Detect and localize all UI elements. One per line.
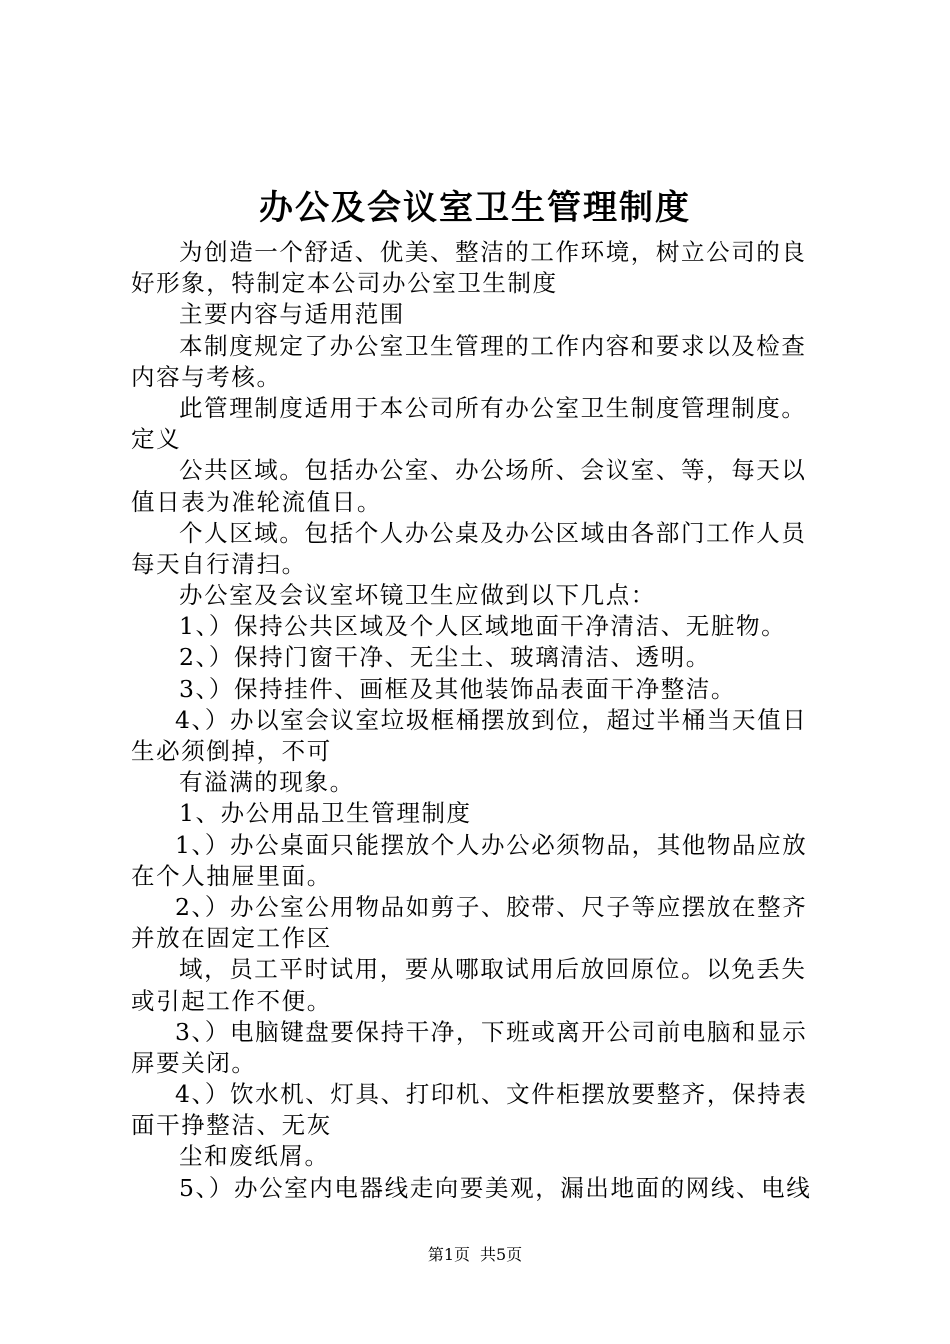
list-item-continuation: 面干挣整洁、无灰 [131, 1111, 332, 1140]
paragraph-line: 此管理制度适用于本公司所有办公室卫生制度管理制度。 [179, 393, 807, 422]
section-heading: 1、办公用品卫生管理制度 [179, 799, 472, 828]
list-item-continuation: 尘和废纸屑。 [179, 1142, 330, 1171]
list-item-continuation: 域，员工平时试用，要从哪取试用后放回原位。以免丢失 [179, 955, 807, 984]
document-body [131, 237, 831, 1204]
paragraph-line: 每天自行清扫。 [131, 549, 307, 578]
list-item-continuation: 有溢满的现象。 [179, 768, 355, 797]
list-item: 2、）办公室公用物品如剪子、胶带、尺子等应摆放在整齐 [175, 892, 808, 921]
paragraph-line: 办公室及会议室坏镜卫生应做到以下几点： [179, 581, 656, 610]
section-heading: 主要内容与适用范围 [179, 300, 405, 329]
list-item-continuation: 在个人抽屉里面。 [131, 861, 332, 890]
list-item: 4、）饮水机、灯具、打印机、文件柜摆放要整齐，保持表 [175, 1080, 808, 1109]
list-item-continuation: 屏要关闭。 [131, 1048, 257, 1077]
paragraph-line: 为创造一个舒适、优美、整洁的工作环境，树立公司的良 [179, 238, 807, 266]
page-total: 共5页 [480, 1245, 523, 1264]
section-heading: 定义 [131, 425, 182, 454]
list-item-continuation: 生必须倒掉，不可 [131, 737, 332, 765]
list-item: 1、）保持公共区域及个人区域地面干净清洁、无脏物。 [179, 612, 787, 641]
list-item: 5、）办公室内电器线走向要美观，漏出地面的网线、电线 [179, 1173, 812, 1202]
paragraph-line: 个人区域。包括个人办公桌及办公区域由各部门工作人员 [179, 518, 807, 547]
paragraph-line: 值日表为准轮流值日。 [131, 487, 382, 516]
list-item: 3、）保持挂件、画框及其他装饰品表面干净整洁。 [179, 674, 737, 703]
page-footer [0, 1243, 950, 1267]
page-number: 第1页 [427, 1245, 470, 1264]
paragraph-line: 好形象，特制定本公司办公室卫生制度 [131, 269, 558, 298]
paragraph-line: 内容与考核。 [131, 362, 282, 391]
list-item: 3、）电脑键盘要保持干净，下班或离开公司前电脑和显示 [175, 1017, 808, 1046]
paragraph-line: 本制度规定了办公室卫生管理的工作内容和要求以及检查 [179, 331, 807, 360]
document-title: 办公及会议室卫生管理制度 [259, 188, 691, 228]
list-item-continuation: 或引起工作不便。 [131, 986, 332, 1015]
list-item: 4、）办以室会议室垃圾框桶摆放到位，超过半桶当天值日 [175, 705, 808, 734]
paragraph-line: 公共区域。包括办公室、办公场所、会议室、等，每天以 [179, 456, 807, 485]
list-item: 1、）办公桌面只能摆放个人办公必须物品，其他物品应放 [175, 830, 808, 859]
list-item-continuation: 并放在固定工作区 [131, 924, 332, 953]
list-item: 2、）保持门窗干净、无尘土、玻璃清洁、透明。 [179, 643, 711, 672]
